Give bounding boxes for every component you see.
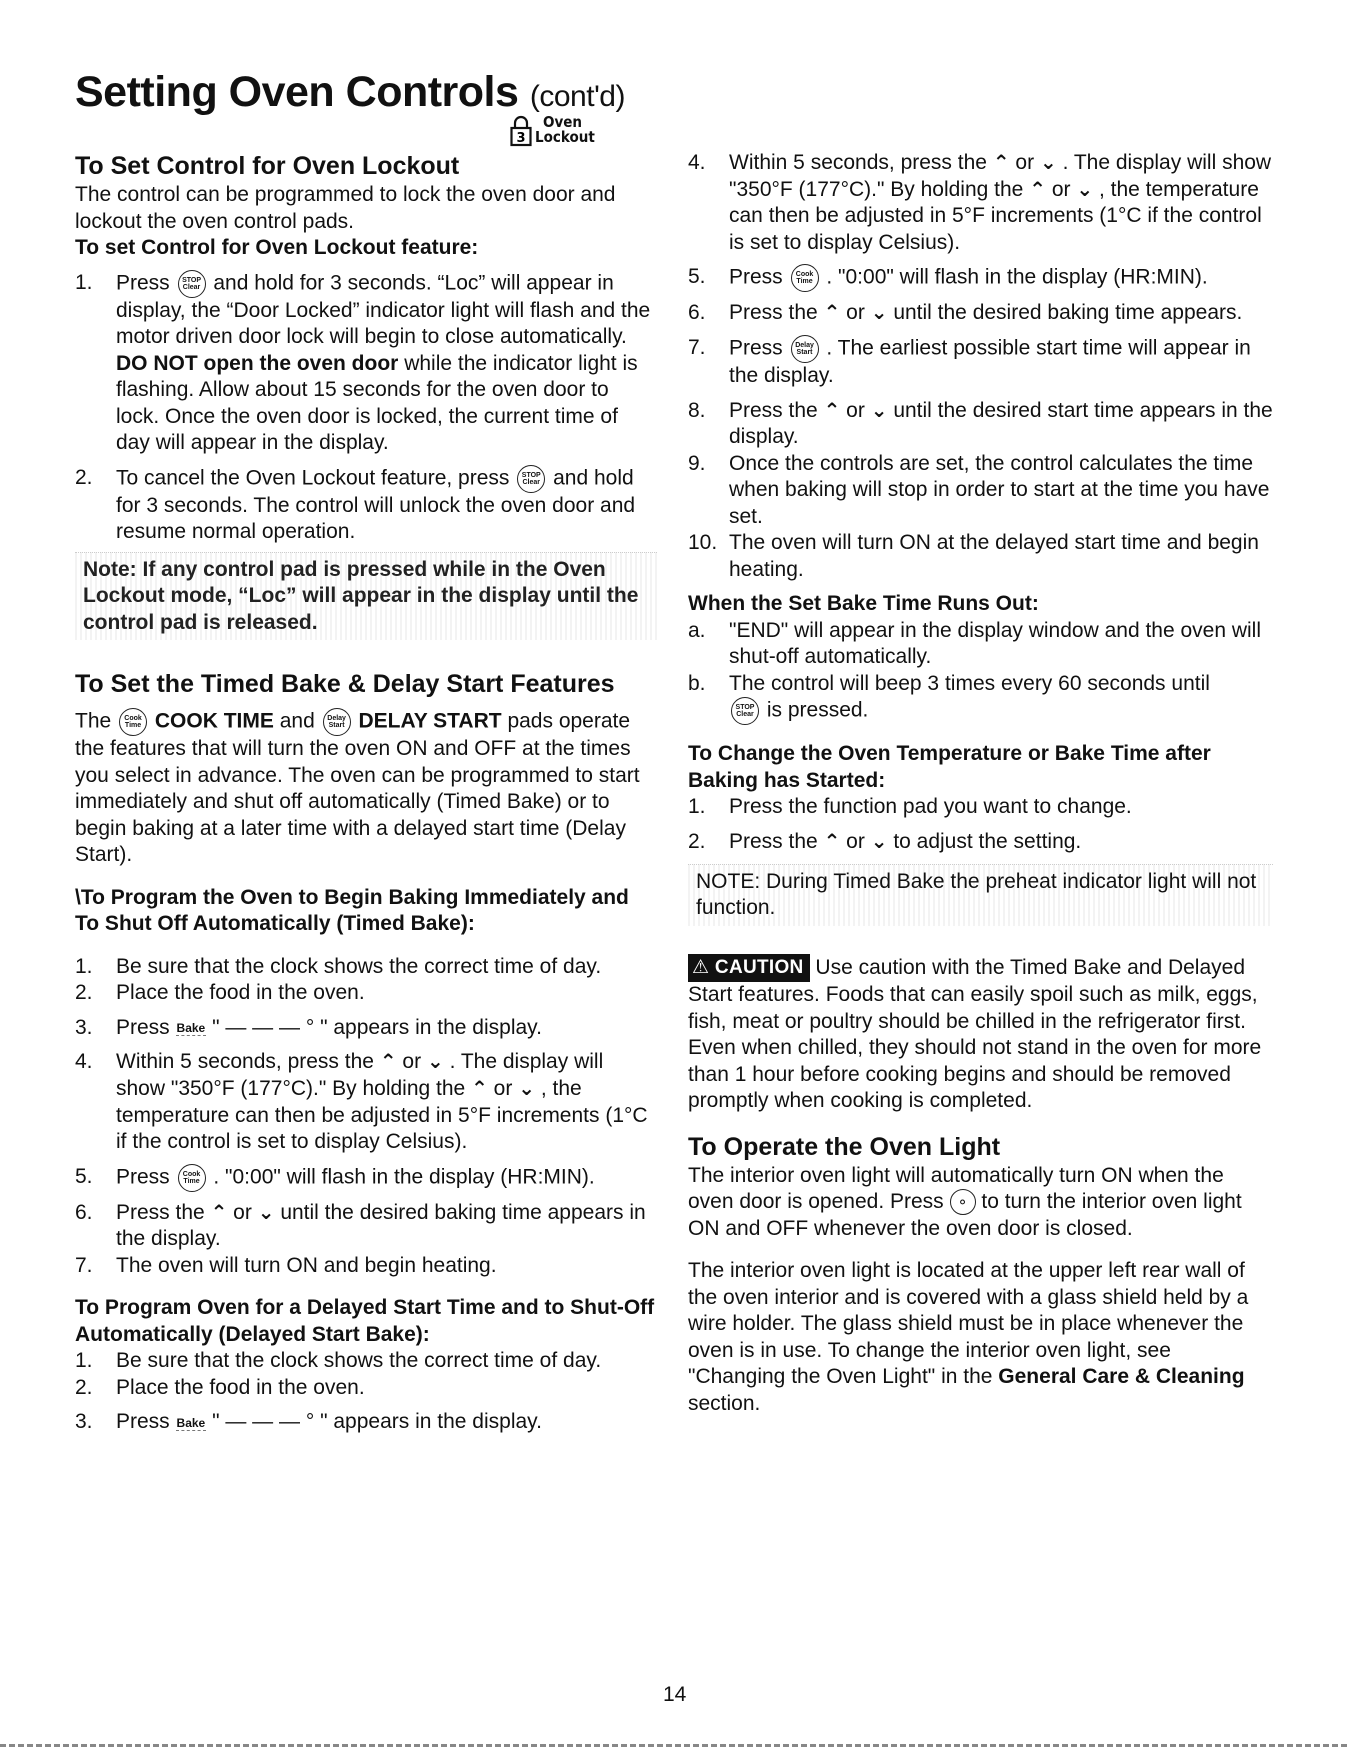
timed-intro: The Cook Time COOK TIME and Delay Start DELAY START pads operate the features that will turn the oven ON and OFF at the times you select in advance. The oven can be programmed to start immediately and shut off automatically (Timed Bake) or to begin baking at a later time with a delayed start time (Delay Start). <box>75 709 640 866</box>
up-arrow-icon: ⌃ <box>1029 178 1046 201</box>
delayed-step-9: 9. Once the controls are set, the control calculates the time when baking will stop in order to start at the time you have set. <box>688 451 1270 528</box>
timed-step-5: 5. Press Cook Time . "0:00" will flash in the display (HR:MIN). <box>75 1164 657 1192</box>
lockout-step-1 <box>75 270 657 457</box>
cook-time-pad-icon: Cook Time <box>119 708 147 736</box>
down-arrow-icon: ⌄ <box>257 1201 275 1224</box>
page-title <box>75 68 625 117</box>
left-column <box>75 150 657 1436</box>
timed-bake-note: NOTE: During Timed Bake the preheat indicator light will not function. <box>688 864 1273 926</box>
delayed-step-8: 8. Press the ⌃ or ⌄ until the desired start time appears in the display. <box>688 398 1273 449</box>
lock-icon <box>510 115 532 145</box>
delayed-step-10: 10. The oven will turn ON at the delayed start time and begin heating. <box>688 531 1259 581</box>
down-arrow-icon: ⌄ <box>870 399 888 422</box>
lockout-note: Note: If any control pad is pressed while in the Oven Lockout mode, “Loc” will appear in the display until the control pad is released. <box>75 552 657 641</box>
timed-step-6: 6. Press the ⌃ or ⌄ until the desired baking time appears in the display. <box>75 1200 646 1251</box>
caution-badge: ⚠ CAUTION <box>688 954 810 983</box>
runout-item-b: b. The control will beep 3 times every 60 seconds until STOP Clear is pressed. <box>688 671 1273 726</box>
lock-number: 3 <box>516 131 526 146</box>
lockout-step-2 <box>75 465 657 546</box>
timed-step-2: 2. Place the food in the oven. <box>75 981 365 1004</box>
caution-paragraph: ⚠ CAUTION Use caution with the Timed Bake and Delayed Start features. Foods that can easily spoil such as milk, eggs, fish, meat or poultry should be chilled in the refrigerator first. Even when chilled, they should not stand in the oven for more than 1 hour before cooking begins and should be removed promptly when cooking is completed. <box>688 955 1262 1113</box>
timed-step-7: 7. The oven will turn ON and begin heating. <box>75 1253 497 1277</box>
lockout-intro: The control can be programmed to lock the oven door and lockout the oven control pads. <box>75 183 616 233</box>
lock-label-line2: Lockout <box>535 128 595 146</box>
oven-light-p2: The interior oven light is located at the upper left rear wall of the oven interior and is covered with a glass shield held by a wire holder. The glass shield must be in place whenever the oven is in use. To change the interior oven light, see "Changing the Oven Light" in the General Care & Cleaning section. <box>688 1259 1249 1415</box>
timed-step-3: 3. Press Bake " — — — ° " appears in the display. <box>75 1015 542 1039</box>
timed-bake-subheading: \To Program the Oven to Begin Baking Immediately and To Shut Off Automatically (Timed Bake): <box>75 885 629 935</box>
change-step-2: 2. Press the ⌃ or ⌄ to adjust the setting. <box>688 829 1082 854</box>
runout-item-a: a. "END" will appear in the display window and the oven will shut-off automatically. <box>688 618 1262 669</box>
stop-clear-pad-icon: STOP Clear <box>517 465 545 493</box>
page-number: 14 <box>663 1683 687 1706</box>
oven-lockout-badge <box>510 115 595 145</box>
bake-pad-icon: Bake <box>176 1020 206 1035</box>
lockout-heading: To Set Control for Oven Lockout <box>75 152 460 180</box>
delayed-step-6: 6. Press the ⌃ or ⌄ until the desired baking time appears. <box>688 301 1243 325</box>
right-column <box>688 150 1273 1417</box>
down-arrow-icon: ⌄ <box>870 302 888 325</box>
up-arrow-icon: ⌃ <box>379 1051 397 1074</box>
oven-light-p1: The interior oven light will automatically turn ON when the oven door is opened. Press ⚬ to turn the interior oven light ON and OFF whenever the oven door is closed. <box>688 1163 1242 1240</box>
step-text: Press <box>116 271 170 295</box>
page-title-main: Setting Oven Controls <box>75 68 519 116</box>
up-arrow-icon: ⌃ <box>823 302 841 325</box>
page-title-suffix: (cont'd) <box>529 80 625 113</box>
up-arrow-icon: ⌃ <box>471 1078 488 1101</box>
bake-pad-icon: Bake <box>176 1415 206 1430</box>
step-number: 2. <box>75 465 93 489</box>
down-arrow-icon: ⌄ <box>870 831 888 854</box>
up-arrow-icon: ⌃ <box>210 1201 228 1224</box>
step-text: and hold for 3 seconds. The control will unlock the oven door and resume normal operation. <box>116 466 636 543</box>
stop-clear-pad-icon: STOP Clear <box>178 270 206 298</box>
down-arrow-icon: ⌄ <box>1076 178 1094 201</box>
cook-time-pad-icon: Cook Time <box>791 264 819 292</box>
up-arrow-icon: ⌃ <box>823 831 841 854</box>
delayed-step-3: 3. Press Bake " — — — ° " appears in the display. <box>75 1410 542 1434</box>
step-warning: DO NOT open the oven door <box>116 351 399 375</box>
step-text: and hold for 3 seconds. “Loc” will appear in display, the “Door Locked” indicator light will flash and the motor driven door lock will begin to close automatically. <box>116 271 651 348</box>
delayed-step-7: 7. Press Delay Start . The earliest possible start time will appear in the display. <box>688 336 1251 388</box>
up-arrow-icon: ⌃ <box>992 152 1010 175</box>
down-arrow-icon: ⌄ <box>426 1051 444 1074</box>
oven-light-heading: To Operate the Oven Light <box>688 1132 1001 1161</box>
delay-start-pad-icon: Delay Start <box>791 335 819 363</box>
cook-time-pad-icon: Cook Time <box>178 1164 206 1192</box>
change-step-1: 1. Press the function pad you want to change. <box>688 795 1132 819</box>
timed-step-1: 1. Be sure that the clock shows the correct time of day. <box>75 954 602 978</box>
delayed-start-subheading: To Program Oven for a Delayed Start Time and to Shut-Off Automatically (Delayed Start Bake): <box>75 1296 655 1346</box>
step-text: while the indicator light is flashing. Allow about 15 seconds for the oven door to lock. Once the oven door is locked, the current time of day will appear in the display. <box>116 351 638 454</box>
lock-label-line1: Oven <box>543 113 583 131</box>
change-heading: To Change the Oven Temperature or Bake Time after Baking has Started: <box>688 742 1211 792</box>
delay-start-pad-icon: Delay Start <box>323 708 351 736</box>
delayed-step-2: 2. Place the food in the oven. <box>75 1375 365 1399</box>
down-arrow-icon: ⌄ <box>1039 152 1057 175</box>
step-text: To cancel the Oven Lockout feature, press <box>116 466 510 490</box>
light-bulb-icon: ⚬ <box>950 1189 976 1215</box>
runout-heading: When the Set Bake Time Runs Out: <box>688 592 1039 616</box>
lock-label <box>535 115 595 145</box>
delayed-step-1: 1. Be sure that the clock shows the correct time of day. <box>75 1349 602 1373</box>
stop-clear-pad-icon: STOP Clear <box>731 697 759 725</box>
step-number: 1. <box>75 270 93 294</box>
up-arrow-icon: ⌃ <box>823 399 841 422</box>
delayed-step-5: 5. Press Cook Time . "0:00" will flash in the display (HR:MIN). <box>688 264 1273 292</box>
bottom-rule <box>0 1744 1348 1747</box>
delayed-step-4: 4. Within 5 seconds, press the ⌃ or ⌄ . The display will show "350°F (177°C)." By holding the ⌃ or ⌄ , the temperature can then be adjusted in 5°F increments (1°C if the control is set to display Celsius). <box>688 151 1272 254</box>
lockout-subheading: To set Control for Oven Lockout feature: <box>75 236 479 259</box>
timed-heading: To Set the Timed Bake & Delay Start Features <box>75 670 615 698</box>
timed-step-4: 4. Within 5 seconds, press the ⌃ or ⌄ . The display will show "350°F (177°C)." By holding the ⌃ or ⌄ , the temperature can then be adjusted in 5°F increments (1°C if the control is set to display Celsius). <box>75 1050 648 1154</box>
down-arrow-icon: ⌄ <box>518 1078 535 1101</box>
